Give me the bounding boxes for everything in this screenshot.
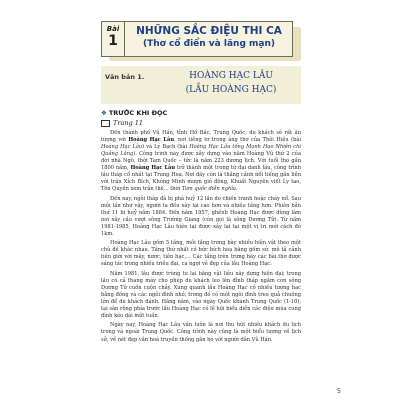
paragraph-text-run: Ngày nay, Hoàng Hạc Lâu vẫn luôn là nơi thu hút nhiều khách du lịch trong và ngoài Trung Quốc. Công trình này cũng là một biểu tượng về lịch sử, về nét đẹp văn hoá truyền thống gắn bó với người dân Vũ Hán. xyxy=(101,322,301,343)
paragraph-text-run: trở thành một trong tứ đại danh lâu, công trình lầu tháp cổ nhất tại Trung Hoa. Nơi đây còn là thắng cảnh nổi tiếng gắn liền với trận Xích Bích, Không Minh mượn gió đông, Khuất Nguyên viết Ly tao, Tôn Quyền xem trận thế... thời xyxy=(101,165,301,193)
paragraph-text-run: Hoàng Hạc Lâu xyxy=(130,165,176,172)
paragraph-text-run: ). Công trình này được xây dựng vào năm Hoàng Vũ thứ 2 của đời nhà Ngô, thời Tam Quốc – tức là năm 223 dương lịch. Với tuổi thọ gần 1800 năm, xyxy=(101,151,301,172)
page-number: 5 xyxy=(337,388,341,395)
section-heading xyxy=(101,109,167,117)
paragraph-text-run: Hoàng Hạc Lâu tống Mạnh Hạo Nhiên chi Quảng Lăng xyxy=(101,144,301,158)
paragraph-text-run: Hoàng Hạc Lâu xyxy=(101,144,143,151)
paragraph xyxy=(101,196,301,238)
lesson-header xyxy=(101,66,301,104)
paragraph-text-run: Hoàng Hạc Lâu xyxy=(128,137,175,144)
paragraph xyxy=(101,130,301,193)
lesson-title-line2: (LẦU HOÀNG HẠC) xyxy=(185,85,277,95)
chapter-header-box xyxy=(101,21,293,57)
paragraph xyxy=(101,322,301,343)
chapter-header xyxy=(101,21,301,59)
chapter-number-box xyxy=(102,22,125,56)
paragraph-text-run: Tam quốc diễn nghĩa xyxy=(181,186,236,193)
chapter-number: 1 xyxy=(108,33,118,49)
reading-passage xyxy=(101,130,301,346)
paragraph-text-run: . xyxy=(235,186,238,193)
paragraph-text-run: Đến nay, ngôi tháp đã bị phá huỷ 12 lần do chiến tranh hoặc cháy nổ. Sau mỗi lần như vậy, người ta đều xây lại cao hơn và nhiều tầng hơn. Phiên bản thứ 11 bị huỷ năm 1884. Đến năm 1957, ghềnh Hoàng Hạc được dùng làm nơi xây cầu vượt sông Trường Giang (còn gọi là sông Dương Tử). Từ năm 1981-1985, Hoàng Hạc Lâu hiện tại được xây lại tại một vị trí mới cách đó 1km. xyxy=(101,195,301,237)
source-reference xyxy=(101,119,143,127)
chapter-subtitle: (Thơ cổ điển và lãng mạn) xyxy=(143,39,275,49)
chapter-title: NHỮNG SẮC ĐIỆU THI CA xyxy=(136,25,282,37)
chapter-label: Bài xyxy=(106,25,120,33)
section-heading-text: TRƯỚC KHI ĐỌC xyxy=(108,109,168,117)
lesson-label: Văn bản 1. xyxy=(105,73,145,81)
lesson-title xyxy=(161,69,301,97)
chapter-title-block xyxy=(126,24,292,51)
paragraph xyxy=(101,271,301,320)
lesson-title-line1: HOÀNG HẠC LÂU xyxy=(189,71,273,81)
paragraph-text-run: Đến thành phố Vũ Hán, tỉnh Hồ Bắc, Trung Quốc, du khách sẽ rất ấn tượng với xyxy=(101,130,301,144)
paragraph-text-run: ) và Lý Bạch (bài xyxy=(142,144,190,151)
paragraph xyxy=(101,240,301,268)
paragraph-text-run: , nơi tiếng tơ trong áng thơ của Thôi Hiệu (bài xyxy=(174,137,302,144)
paragraph-text-run: Năm 1981, lầu được trùng tu lại bằng vật liệu xây dựng hiện đại; trong lầu có cả thang máy cho phép du khách leo lên đỉnh tháp ngắm con sông Dương Tử cuồn cuộn chảy. Xung quanh lầu Hoàng Hạc có nhiều tượng hạc bằng đồng và các ngôi đình nhỏ; trong đó có một ngôi đình treo quả chuông lớn để du khách đánh. Hằng năm, vào ngày Quốc khánh Trung Quốc (1-10), tại sân rộng phía trước lầu Hoàng Hạc có lễ hội biểu diễn các điệu múa cung đình kéo dài một tuần. xyxy=(101,270,301,320)
source-text: Trang 11 xyxy=(113,119,144,127)
book-icon xyxy=(101,120,110,127)
paragraph-text-run: Hoàng Hạc Lâu gồm 5 tầng, mỗi tầng trưng bày nhiều hiện vật theo một chủ đề khác nhau. Tầng thứ nhất có bức bích hoạ bằng gốm sứ, mô tả cảnh tiên giới với mây, nước, tiên hạc,... Các tầng trên trưng bày các bài thơ được sáng tác trong nhiều triều đại, ca ngợi vẻ đẹp của lầu Hoàng Hạc. xyxy=(101,240,301,268)
diamond-icon: ❖ xyxy=(101,109,107,117)
